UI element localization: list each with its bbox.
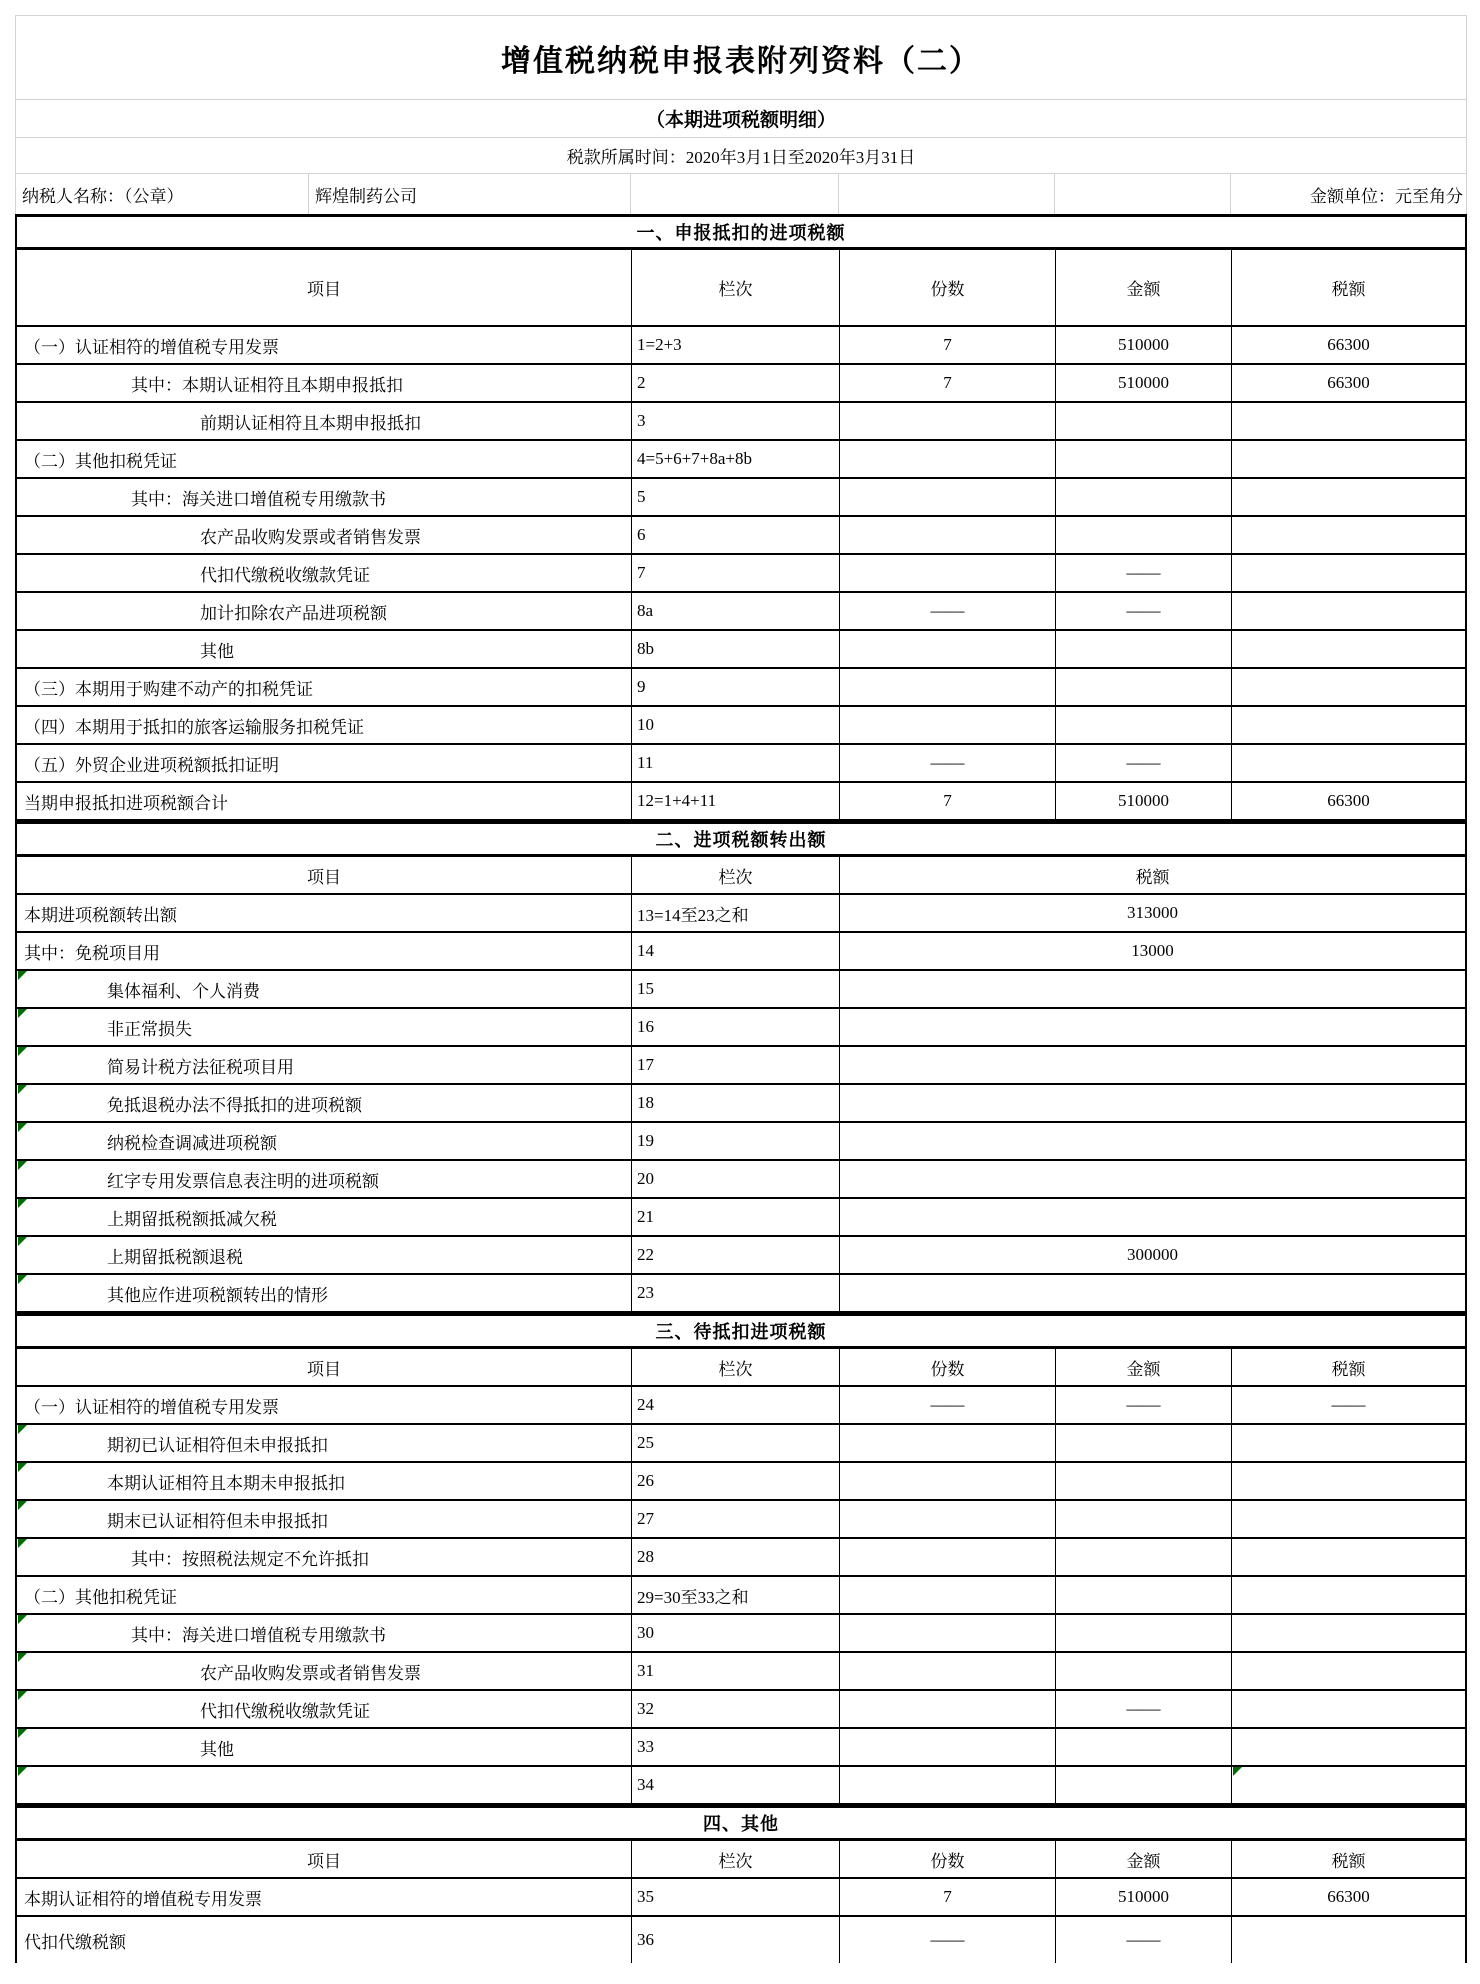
column-header-row (15, 1841, 1467, 1879)
table-row (15, 327, 1467, 365)
cell-corner-flag-icon (18, 1237, 27, 1246)
amount-cell[interactable] (1055, 631, 1231, 667)
amount-cell[interactable] (1055, 1463, 1231, 1499)
table-row (15, 1691, 1467, 1729)
item-label-cell: （五）外贸企业进项税额抵扣证明 (24, 755, 279, 775)
column-header-row (15, 250, 1467, 327)
table-row (15, 1879, 1467, 1917)
cell-corner-flag-icon (18, 1539, 27, 1548)
column-no-cell: 34 (631, 1767, 839, 1803)
column-no-cell: 3 (631, 403, 839, 439)
column-no-cell: 16 (631, 1009, 839, 1045)
table-row (15, 1615, 1467, 1653)
cell-corner-flag-icon (18, 1199, 27, 1208)
column-header-row (15, 1349, 1467, 1387)
table-row (15, 1123, 1467, 1161)
copies-cell[interactable] (839, 479, 1055, 515)
copies-cell[interactable] (839, 669, 1055, 705)
amount-cell[interactable] (1055, 1539, 1231, 1575)
column-no-cell: 30 (631, 1615, 839, 1651)
column-no-cell: 21 (631, 1199, 839, 1235)
tax-amount-cell[interactable] (1231, 1691, 1465, 1727)
copies-cell[interactable] (839, 1729, 1055, 1765)
amount-cell[interactable]: 510000 (1055, 365, 1231, 401)
item-label-cell: 纳税检查调减进项税额 (17, 1123, 631, 1159)
copies-cell[interactable] (839, 1463, 1055, 1499)
amount-cell[interactable]: —— (1055, 555, 1231, 591)
tax-amount-cell[interactable] (1231, 1539, 1465, 1575)
tax-amount-cell[interactable] (839, 1047, 1465, 1083)
vat-attachment-form (15, 15, 1467, 1963)
tax-amount-cell[interactable]: 66300 (1231, 327, 1465, 363)
amount-cell[interactable] (1055, 669, 1231, 705)
cell-corner-flag-icon (18, 1425, 27, 1434)
tax-period: 税款所属时间：2020年3月1日至2020年3月31日 (15, 137, 1467, 173)
table-row (15, 1237, 1467, 1275)
cell-corner-flag-icon (18, 1729, 27, 1738)
tax-amount-cell[interactable]: —— (1231, 1387, 1465, 1423)
amount-cell[interactable]: —— (1055, 1691, 1231, 1727)
tax-amount-cell[interactable]: 313000 (839, 895, 1465, 931)
amount-cell[interactable] (1055, 441, 1231, 477)
column-no-cell: 36 (631, 1917, 839, 1963)
taxpayer-name-value[interactable]: 辉煌制药公司 (308, 174, 630, 214)
copies-cell[interactable] (839, 517, 1055, 553)
column-no-cell: 15 (631, 971, 839, 1007)
table-row (15, 669, 1467, 707)
amount-cell[interactable] (1055, 403, 1231, 439)
table-row (15, 1653, 1467, 1691)
column-header: 税额 (1231, 1349, 1465, 1385)
item-label-cell: （四）本期用于抵扣的旅客运输服务扣税凭证 (24, 717, 364, 737)
copies-cell[interactable] (839, 1425, 1055, 1461)
tax-amount-cell[interactable] (1231, 517, 1465, 553)
item-label-cell: 其中：本期认证相符且本期申报抵扣 (131, 375, 403, 395)
cell-corner-flag-icon (18, 1463, 27, 1472)
item-label-cell (17, 1767, 631, 1803)
tax-amount-cell[interactable] (1231, 1729, 1465, 1765)
tax-amount-cell[interactable] (839, 1161, 1465, 1197)
table-row (15, 1009, 1467, 1047)
copies-cell[interactable]: 7 (839, 1879, 1055, 1915)
column-no-cell: 29=30至33之和 (631, 1577, 839, 1613)
table-row (15, 441, 1467, 479)
copies-cell[interactable] (839, 555, 1055, 591)
item-label-cell: 代扣代缴税收缴款凭证 (17, 1691, 631, 1727)
column-no-cell: 17 (631, 1047, 839, 1083)
tax-amount-cell[interactable] (1231, 479, 1465, 515)
cell-corner-flag-icon (18, 1653, 27, 1662)
amount-cell[interactable] (1055, 707, 1231, 743)
amount-cell[interactable]: 510000 (1055, 783, 1231, 819)
item-label-cell: 红字专用发票信息表注明的进项税额 (17, 1161, 631, 1197)
taxpayer-name-label: 纳税人名称：（公章） (22, 186, 184, 206)
column-no-cell: 27 (631, 1501, 839, 1537)
tax-amount-cell[interactable] (839, 1009, 1465, 1045)
column-no-cell: 35 (631, 1879, 839, 1915)
cell-corner-flag-icon (18, 1275, 27, 1284)
item-label-cell: 代扣代缴税收缴款凭证 (200, 565, 370, 585)
table-row (15, 1729, 1467, 1767)
table-row (15, 555, 1467, 593)
column-no-cell: 1=2+3 (631, 327, 839, 363)
copies-cell[interactable]: —— (839, 745, 1055, 781)
amount-cell[interactable]: 510000 (1055, 327, 1231, 363)
column-no-cell: 12=1+4+11 (631, 783, 839, 819)
table-row (15, 479, 1467, 517)
copies-cell[interactable] (839, 1653, 1055, 1689)
column-no-cell: 19 (631, 1123, 839, 1159)
item-label-cell: 加计扣除农产品进项税额 (200, 603, 387, 623)
copies-cell[interactable] (839, 631, 1055, 667)
table-row (15, 971, 1467, 1009)
tax-amount-cell[interactable] (1231, 441, 1465, 477)
section-band: 三、待抵扣进项税额 (15, 1313, 1467, 1349)
item-label-cell: 免抵退税办法不得抵扣的进项税额 (17, 1085, 631, 1121)
copies-cell[interactable]: —— (839, 1917, 1055, 1963)
column-no-cell: 22 (631, 1237, 839, 1273)
table-row (15, 365, 1467, 403)
amount-cell[interactable] (1055, 1425, 1231, 1461)
column-header: 份数 (839, 250, 1055, 325)
empty-cell[interactable] (630, 174, 838, 214)
item-label-cell: 代扣代缴税额 (24, 1932, 126, 1952)
column-no-cell: 14 (631, 933, 839, 969)
section-band: 二、进项税额转出额 (15, 821, 1467, 857)
column-header: 份数 (839, 1841, 1055, 1877)
table-row (15, 933, 1467, 971)
tax-amount-cell[interactable]: 66300 (1231, 783, 1465, 819)
table-row (15, 631, 1467, 669)
table-row (15, 1387, 1467, 1425)
column-header: 栏次 (631, 857, 839, 893)
column-header: 税额 (1231, 250, 1465, 325)
copies-cell[interactable] (839, 707, 1055, 743)
item-label-cell: 农产品收购发票或者销售发票 (200, 527, 421, 547)
item-label-cell: 其中：按照税法规定不允许抵扣 (17, 1539, 631, 1575)
column-no-cell: 23 (631, 1275, 839, 1311)
item-label-cell: 其他 (17, 1729, 631, 1765)
tax-amount-cell[interactable] (839, 1123, 1465, 1159)
tax-amount-cell[interactable] (1231, 1917, 1465, 1963)
copies-cell[interactable]: 7 (839, 327, 1055, 363)
column-no-cell: 9 (631, 669, 839, 705)
column-header: 栏次 (631, 1349, 839, 1385)
copies-cell[interactable] (839, 441, 1055, 477)
table-row (15, 745, 1467, 783)
tax-amount-cell[interactable] (1231, 669, 1465, 705)
column-header: 税额 (1231, 1841, 1465, 1877)
table-row (15, 895, 1467, 933)
tax-amount-cell[interactable] (1231, 1501, 1465, 1537)
cell-corner-flag-icon (18, 1085, 27, 1094)
column-header-row (15, 857, 1467, 895)
taxpayer-row (15, 173, 1467, 214)
copies-cell[interactable] (839, 403, 1055, 439)
sections-container (15, 214, 1467, 1963)
cell-corner-flag-icon (1233, 1767, 1242, 1776)
tax-amount-cell[interactable] (1231, 1463, 1465, 1499)
column-no-cell: 5 (631, 479, 839, 515)
column-header: 项目 (307, 867, 341, 887)
item-label-cell: 其他 (200, 641, 234, 661)
amount-cell[interactable]: 510000 (1055, 1879, 1231, 1915)
copies-cell[interactable] (839, 1691, 1055, 1727)
copies-cell[interactable] (839, 1501, 1055, 1537)
tax-amount-cell[interactable]: 300000 (839, 1237, 1465, 1273)
item-label-cell: 前期认证相符且本期申报抵扣 (200, 413, 421, 433)
column-no-cell: 6 (631, 517, 839, 553)
column-header: 金额 (1055, 1349, 1231, 1385)
item-label-cell: （一）认证相符的增值税专用发票 (24, 337, 279, 357)
column-no-cell: 8b (631, 631, 839, 667)
table-row (15, 1577, 1467, 1615)
amount-unit-label: 金额单位：元至角分 (1230, 174, 1466, 214)
section-band: 四、其他 (15, 1805, 1467, 1841)
tax-amount-cell[interactable]: 66300 (1231, 365, 1465, 401)
table-row (15, 1047, 1467, 1085)
item-label-cell: 非正常损失 (17, 1009, 631, 1045)
table-row (15, 1539, 1467, 1577)
tax-amount-cell[interactable] (1231, 1767, 1465, 1803)
column-header: 栏次 (631, 1841, 839, 1877)
tax-amount-cell[interactable] (1231, 631, 1465, 667)
item-label-cell: 集体福利、个人消费 (17, 971, 631, 1007)
column-header: 税额 (839, 857, 1465, 893)
tax-amount-cell[interactable] (1231, 1653, 1465, 1689)
table-row (15, 1917, 1467, 1963)
item-label-cell: 简易计税方法征税项目用 (17, 1047, 631, 1083)
amount-cell[interactable] (1055, 1501, 1231, 1537)
item-label-cell: 其中：海关进口增值税专用缴款书 (131, 489, 386, 509)
table-row (15, 517, 1467, 555)
amount-cell[interactable] (1055, 1729, 1231, 1765)
column-no-cell: 20 (631, 1161, 839, 1197)
column-no-cell: 10 (631, 707, 839, 743)
tax-amount-cell[interactable] (839, 1199, 1465, 1235)
table-row (15, 1425, 1467, 1463)
amount-cell[interactable]: —— (1055, 593, 1231, 629)
copies-cell[interactable]: 7 (839, 365, 1055, 401)
cell-corner-flag-icon (18, 1009, 27, 1018)
amount-cell[interactable] (1055, 517, 1231, 553)
item-label-cell: （二）其他扣税凭证 (24, 1587, 177, 1607)
tax-amount-cell[interactable] (1231, 403, 1465, 439)
tax-amount-cell[interactable] (1231, 1425, 1465, 1461)
column-no-cell: 25 (631, 1425, 839, 1461)
tax-amount-cell[interactable] (839, 1275, 1465, 1311)
amount-cell[interactable] (1055, 1577, 1231, 1613)
copies-cell[interactable] (839, 1539, 1055, 1575)
cell-corner-flag-icon (18, 1615, 27, 1624)
amount-cell[interactable]: —— (1055, 1387, 1231, 1423)
amount-cell[interactable] (1055, 1653, 1231, 1689)
column-no-cell: 7 (631, 555, 839, 591)
section-band: 一、申报抵扣的进项税额 (15, 214, 1467, 250)
column-no-cell: 31 (631, 1653, 839, 1689)
tax-amount-cell[interactable]: 66300 (1231, 1879, 1465, 1915)
cell-corner-flag-icon (18, 1161, 27, 1170)
cell-corner-flag-icon (18, 1767, 27, 1776)
item-label-cell: （一）认证相符的增值税专用发票 (24, 1397, 279, 1417)
tax-amount-cell[interactable] (839, 971, 1465, 1007)
table-row (15, 1085, 1467, 1123)
item-label-cell: 期初已认证相符但未申报抵扣 (17, 1425, 631, 1461)
column-no-cell: 33 (631, 1729, 839, 1765)
tax-amount-cell[interactable]: 13000 (839, 933, 1465, 969)
table-row (15, 1767, 1467, 1805)
amount-cell[interactable]: —— (1055, 745, 1231, 781)
column-no-cell: 11 (631, 745, 839, 781)
column-header: 项目 (307, 1851, 341, 1871)
item-label-cell: 其他应作进项税额转出的情形 (17, 1275, 631, 1311)
column-no-cell: 18 (631, 1085, 839, 1121)
item-label-cell: 上期留抵税额抵减欠税 (17, 1199, 631, 1235)
copies-cell[interactable]: 7 (839, 783, 1055, 819)
cell-corner-flag-icon (18, 1501, 27, 1510)
table-row (15, 1161, 1467, 1199)
item-label-cell: 农产品收购发票或者销售发票 (17, 1653, 631, 1689)
tax-amount-cell[interactable] (1231, 593, 1465, 629)
cell-corner-flag-icon (18, 1047, 27, 1056)
copies-cell[interactable]: —— (839, 1387, 1055, 1423)
table-row (15, 1501, 1467, 1539)
table-row (15, 1463, 1467, 1501)
tax-amount-cell[interactable] (839, 1085, 1465, 1121)
cell-corner-flag-icon (18, 971, 27, 980)
column-no-cell: 26 (631, 1463, 839, 1499)
form-subtitle: （本期进项税额明细） (15, 99, 1467, 137)
copies-cell[interactable]: —— (839, 593, 1055, 629)
item-label-cell: 其中：海关进口增值税专用缴款书 (17, 1615, 631, 1651)
cell-corner-flag-icon (18, 1123, 27, 1132)
item-label-cell: 当期申报抵扣进项税额合计 (24, 793, 228, 813)
column-no-cell: 8a (631, 593, 839, 629)
tax-amount-cell[interactable] (1231, 707, 1465, 743)
item-label-cell: （二）其他扣税凭证 (24, 451, 177, 471)
tax-amount-cell[interactable] (1231, 1615, 1465, 1651)
item-label-cell: 本期进项税额转出额 (24, 905, 177, 925)
item-label-cell: （三）本期用于购建不动产的扣税凭证 (24, 679, 313, 699)
tax-amount-cell[interactable] (1231, 555, 1465, 591)
item-label-cell: 上期留抵税额退税 (17, 1237, 631, 1273)
item-label-cell: 本期认证相符的增值税专用发票 (24, 1889, 262, 1909)
amount-cell[interactable] (1055, 1615, 1231, 1651)
tax-amount-cell[interactable] (1231, 1577, 1465, 1613)
tax-amount-cell[interactable] (1231, 745, 1465, 781)
column-no-cell: 28 (631, 1539, 839, 1575)
cell-corner-flag-icon (18, 1691, 27, 1700)
empty-cell[interactable] (1054, 174, 1230, 214)
table-row (15, 707, 1467, 745)
copies-cell[interactable] (839, 1577, 1055, 1613)
table-row (15, 593, 1467, 631)
empty-cell[interactable] (838, 174, 1054, 214)
column-header: 项目 (307, 280, 341, 299)
amount-cell[interactable] (1055, 1767, 1231, 1803)
item-label-cell: 本期认证相符且本期未申报抵扣 (17, 1463, 631, 1499)
table-row (15, 783, 1467, 821)
copies-cell[interactable] (839, 1615, 1055, 1651)
column-header: 金额 (1055, 1841, 1231, 1877)
table-row (15, 1199, 1467, 1237)
amount-cell[interactable] (1055, 479, 1231, 515)
column-header: 金额 (1055, 250, 1231, 325)
copies-cell[interactable] (839, 1767, 1055, 1803)
column-no-cell: 4=5+6+7+8a+8b (631, 441, 839, 477)
item-label-cell: 其中：免税项目用 (24, 943, 160, 963)
table-row (15, 1275, 1467, 1313)
column-header: 份数 (839, 1349, 1055, 1385)
column-no-cell: 13=14至23之和 (631, 895, 839, 931)
column-no-cell: 24 (631, 1387, 839, 1423)
column-header: 项目 (307, 1359, 341, 1379)
column-no-cell: 2 (631, 365, 839, 401)
column-no-cell: 32 (631, 1691, 839, 1727)
page-title: 增值税纳税申报表附列资料（二） (15, 15, 1467, 99)
item-label-cell: 期末已认证相符但未申报抵扣 (17, 1501, 631, 1537)
table-row (15, 403, 1467, 441)
column-header: 栏次 (631, 250, 839, 325)
amount-cell[interactable]: —— (1055, 1917, 1231, 1963)
